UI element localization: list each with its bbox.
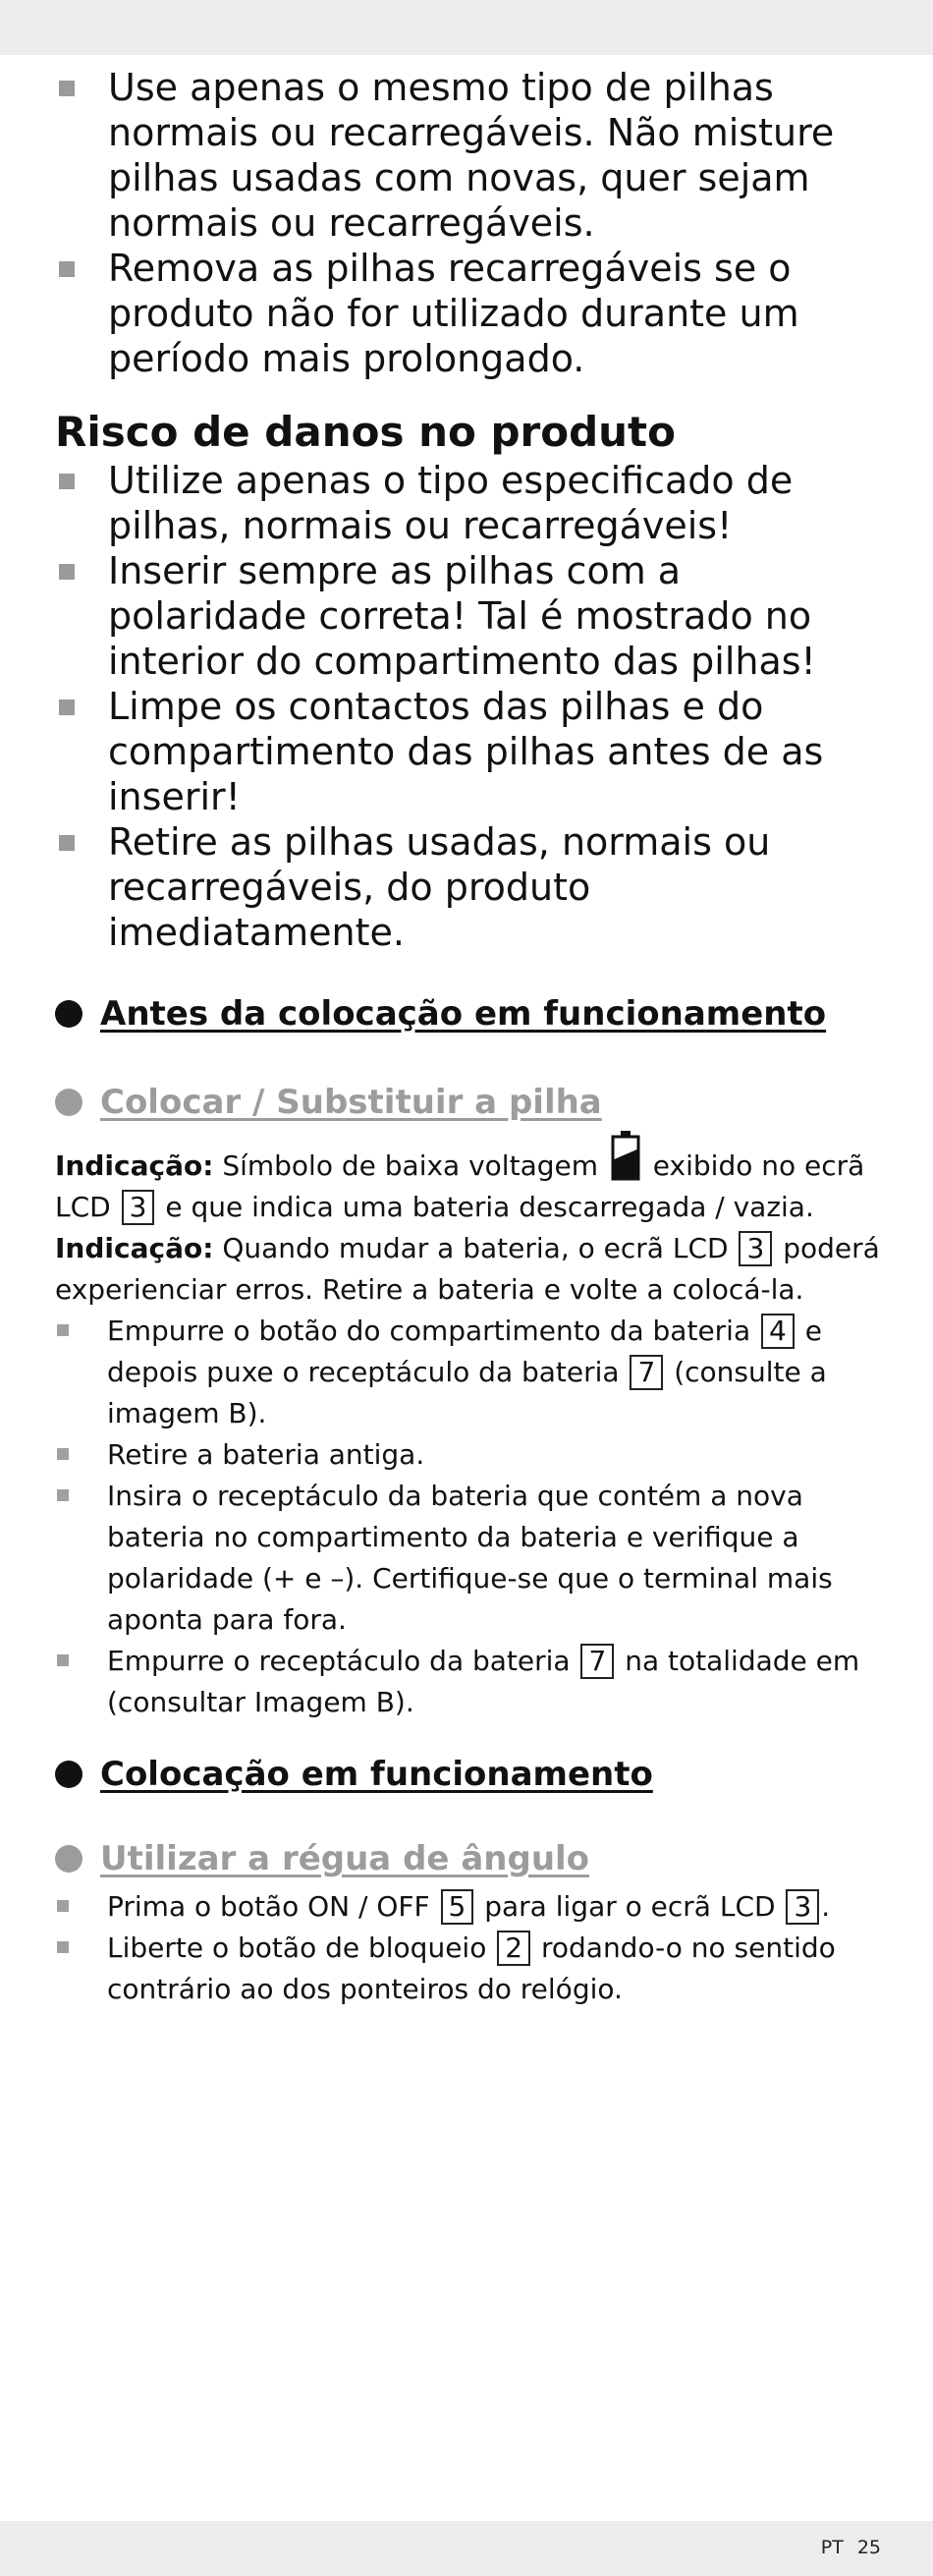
page-content [55,65,880,2010]
reference-number: 3 [786,1889,819,1925]
step-text: na totalidade em (consultar Imagem B). [107,1645,860,1718]
list-item: Insira o receptáculo da bateria que contém a nova bateria no compartimento da bateria e verifique a polaridade (+ e –). Certifique-se que o terminal mais aponta para fora. [55,1476,880,1641]
reference-number: 2 [497,1931,530,1966]
low-battery-icon [611,1130,640,1181]
section-heading [55,992,880,1036]
subsection-title: Colocar / Substituir a pilha [100,1083,602,1122]
section-title: Antes da colocação em funcionamento [100,994,827,1034]
list-item: Use apenas o mesmo tipo de pilhas normais ou recarregáveis. Não misture pilhas usadas com novas, quer sejam normais ou recarregáveis. [55,65,880,246]
list-item: Inserir sempre as pilhas com a polaridade correta! Tal é mostrado no interior do compartimento das pilhas! [55,548,880,684]
step-text: Empurre o botão do compartimento da bateria [107,1315,760,1347]
list-item [55,1928,880,2010]
step-text: e depois puxe o receptáculo da bateria [107,1315,822,1388]
subsection-heading [55,1081,880,1124]
note-text: poderá experienciar erros. Retire a bateria e volte a colocá-la. [55,1232,880,1306]
page-number-value: 25 [856,2537,881,2558]
note-text: exibido no ecrã LCD [55,1149,865,1223]
bottom-band [0,2521,933,2576]
section-heading [55,1753,880,1796]
steps-list [55,1886,880,2010]
step-text: Empurre o receptáculo da bateria [107,1645,579,1677]
reference-number: 7 [630,1355,663,1390]
section-title: Colocação em funcionamento [100,1755,653,1794]
step-text: para ligar o ecrã LCD [475,1890,785,1923]
section-bullet-icon [55,1089,82,1116]
list-item [55,1311,880,1434]
step-text: . [821,1890,831,1923]
list-item [55,1641,880,1723]
note-text: e que indica uma bateria descarregada / vazia. [156,1191,814,1223]
reference-number: 3 [122,1190,155,1225]
list-item: Utilize apenas o tipo especificado de pilhas, normais ou recarregáveis! [55,458,880,548]
risk-bullet-list [55,458,880,955]
risk-heading: Risco de danos no produto [55,408,676,456]
top-band [0,0,933,55]
note-text: Símbolo de baixa voltagem [213,1149,607,1182]
note-paragraph [55,1130,880,1228]
steps-list [55,1311,880,1723]
list-item: Retire a bateria antiga. [55,1434,880,1476]
note-label: Indicação: [55,1149,214,1182]
step-text: Prima o botão ON / OFF [107,1890,439,1923]
list-item: Retire as pilhas usadas, normais ou recarregáveis, do produto imediatamente. [55,819,880,955]
section-bullet-icon [55,1000,82,1028]
step-text: rodando-o no sentido contrário ao dos ponteiros do relógio. [107,1932,836,2005]
reference-number: 4 [761,1314,795,1349]
note-text: Quando mudar a bateria, o ecrã LCD [213,1232,738,1264]
language-code: PT [820,2537,844,2558]
list-item: Limpe os contactos das pilhas e do compartimento das pilhas antes de as inserir! [55,684,880,819]
reference-number: 7 [580,1644,614,1679]
list-item: Remova as pilhas recarregáveis se o produto não for utilizado durante um período mais prolongado. [55,246,880,381]
note-label: Indicação: [55,1232,214,1264]
section-bullet-icon [55,1845,82,1873]
intro-bullet-list [55,65,880,381]
section-bullet-icon [55,1761,82,1788]
reference-number: 3 [739,1231,772,1266]
step-text: Liberte o botão de bloqueio [107,1932,496,1964]
reference-number: 5 [441,1889,474,1925]
page-number [821,2537,881,2558]
subsection-title: Utilizar a régua de ângulo [100,1839,590,1878]
subsection-heading [55,1837,880,1880]
step-text: (consulte a imagem B). [107,1356,827,1429]
list-item [55,1886,880,1928]
note-paragraph [55,1228,880,1311]
